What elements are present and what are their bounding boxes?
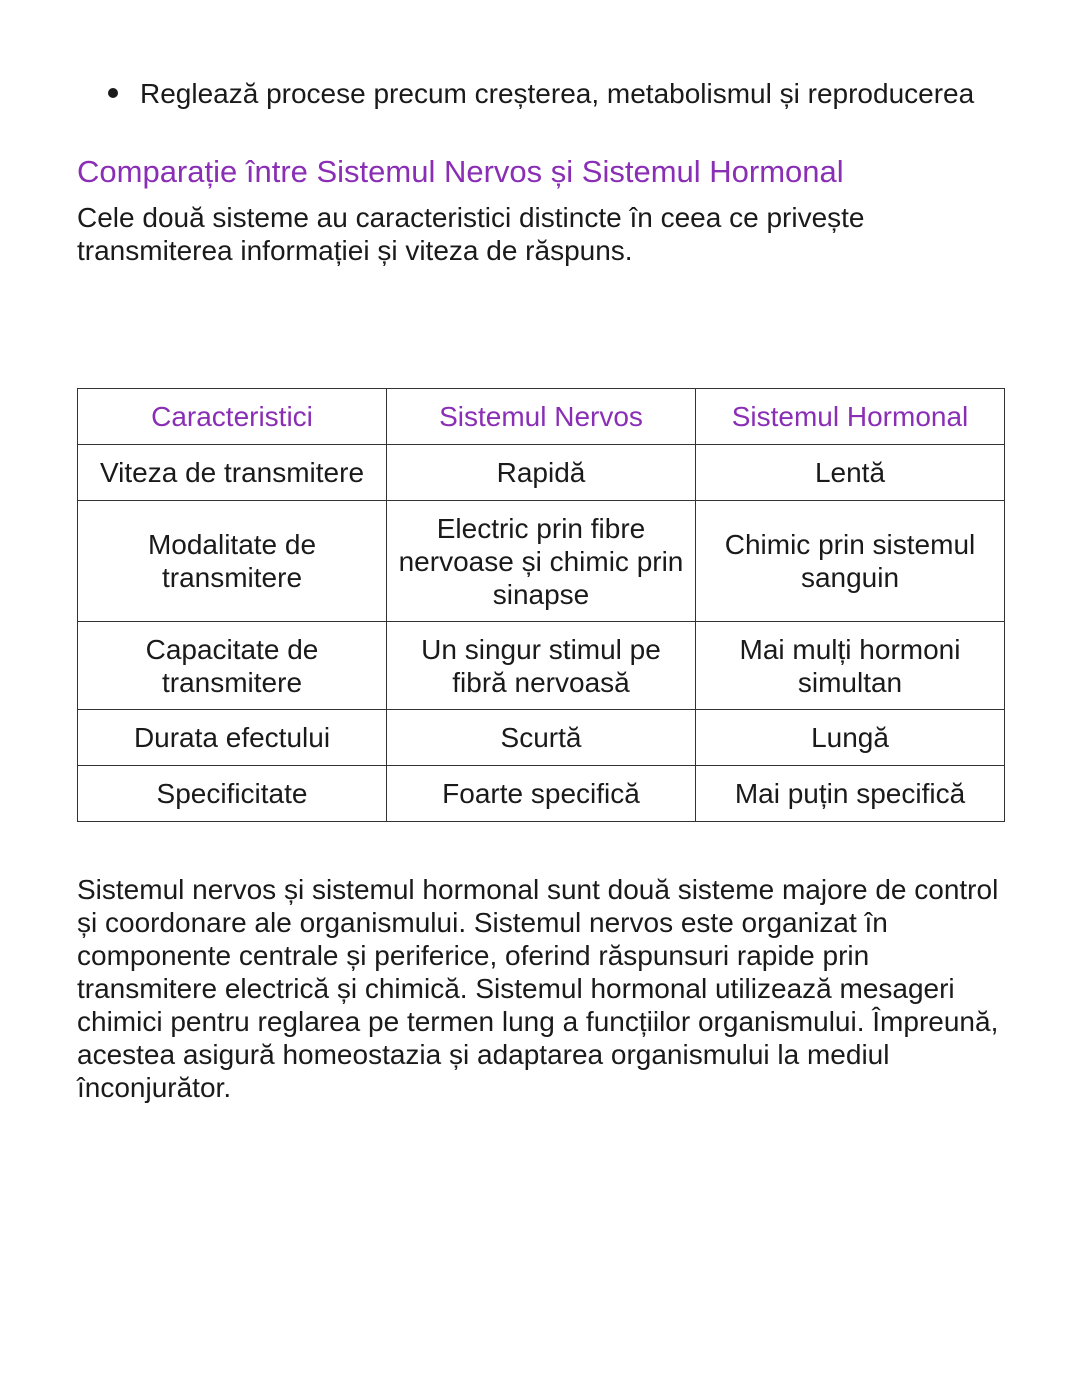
bullet-item xyxy=(108,76,974,112)
bullet-text: Reglează procese precum creșterea, metabolismul și reproducerea xyxy=(140,78,975,109)
table-cell: Durata efectului xyxy=(78,710,387,766)
table-cell: Mai mulți hormoni simultan xyxy=(696,622,1005,710)
table-row xyxy=(78,445,1005,501)
table-cell: Lentă xyxy=(696,445,1005,501)
header-cell: Sistemul Nervos xyxy=(387,389,696,445)
bullet-dot-icon xyxy=(108,88,118,98)
table-cell: Capacitate de transmitere xyxy=(78,622,387,710)
table-cell: Lungă xyxy=(696,710,1005,766)
table-cell: Specificitate xyxy=(78,766,387,822)
table-cell: Chimic prin sistemul sanguin xyxy=(696,501,1005,622)
header-cell: Sistemul Hormonal xyxy=(696,389,1005,445)
table-row xyxy=(78,501,1005,622)
header-cell: Caracteristici xyxy=(78,389,387,445)
section-title: Comparație între Sistemul Nervos și Sistemul Hormonal xyxy=(77,154,844,189)
table-cell: Electric prin fibre nervoase și chimic prin sinapse xyxy=(387,501,696,622)
table-cell: Un singur stimul pe fibră nervoasă xyxy=(387,622,696,710)
table-row xyxy=(78,766,1005,822)
table-cell: Mai puțin specifică xyxy=(696,766,1005,822)
table-cell: Viteza de transmitere xyxy=(78,445,387,501)
summary-paragraph: Sistemul nervos și sistemul hormonal sunt două sisteme majore de control și coordonare ale organismului. Sistemul nervos este organizat în componente centrale și periferice, oferind răspunsuri rapide prin transmitere electrică și chimică. Sistemul hormonal utilizează mesageri chimici pentru reglarea pe termen lung a funcțiilor organismului. Împreună, acestea asigură homeostazia și adaptarea organismului la mediul înconjurător. xyxy=(77,874,999,1103)
table-cell: Scurtă xyxy=(387,710,696,766)
table-cell: Foarte specifică xyxy=(387,766,696,822)
table-header-row xyxy=(78,389,1005,445)
table-row xyxy=(78,710,1005,766)
table-cell: Rapidă xyxy=(387,445,696,501)
intro-paragraph: Cele două sisteme au caracteristici distincte în ceea ce privește transmiterea informației și viteza de răspuns. xyxy=(77,202,865,266)
comparison-table xyxy=(77,388,1005,822)
table-row xyxy=(78,622,1005,710)
table-cell: Modalitate de transmitere xyxy=(78,501,387,622)
